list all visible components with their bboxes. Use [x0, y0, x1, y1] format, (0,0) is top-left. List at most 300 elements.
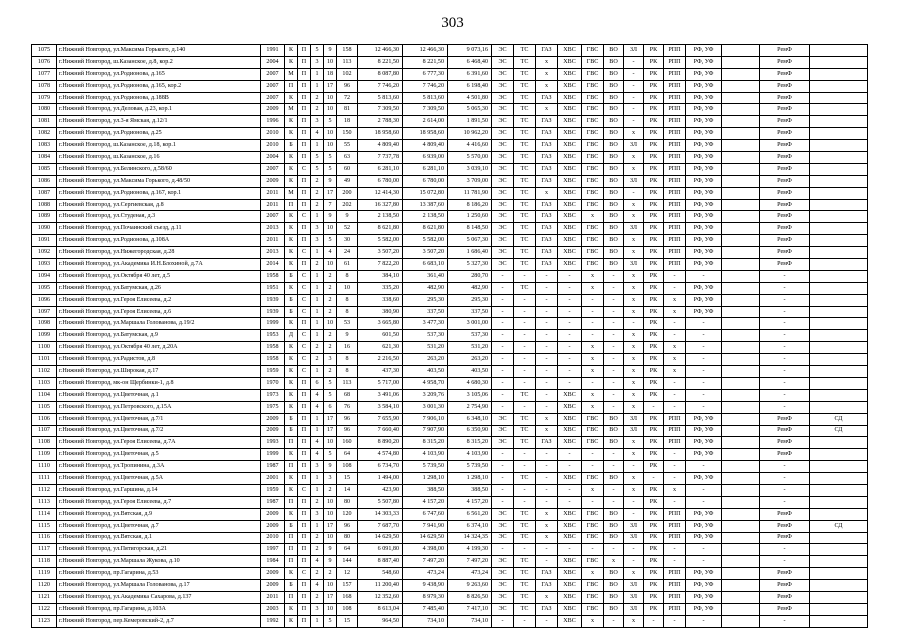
table-cell: ГВС: [582, 140, 604, 152]
table-cell: г.Нижний Новгород, ул.Героя Елисеева, д.6: [57, 306, 261, 318]
table-cell: г.Нижний Новгород, ул.Батумская, д.26: [57, 282, 261, 294]
table-cell: ТС: [514, 425, 536, 437]
table-cell: РК: [644, 163, 664, 175]
table-cell: [810, 247, 868, 259]
table-cell: г.Нижний Новгород, ул.Академика И.Н.Блохиной, д.7А: [57, 259, 261, 271]
table-cell: х: [624, 235, 644, 247]
table-cell: 2: [324, 366, 337, 378]
table-cell: -: [624, 508, 644, 520]
table-cell: 1081: [32, 116, 57, 128]
table-cell: РК: [644, 56, 664, 68]
table-cell: -: [536, 401, 558, 413]
table-cell: РемФ: [760, 259, 810, 271]
table-cell: -: [624, 556, 644, 568]
table-cell: х: [582, 211, 604, 223]
table-cell: ВО: [604, 128, 624, 140]
table-cell: 1: [311, 247, 324, 259]
table-cell: К: [285, 163, 298, 175]
table-cell: 5 813,60: [358, 92, 403, 104]
table-cell: 6 374,10: [448, 520, 492, 532]
table-cell: -: [514, 366, 536, 378]
table-cell: 10: [324, 104, 337, 116]
table-cell: ГАЗ: [536, 128, 558, 140]
table-cell: 4 103,90: [403, 449, 448, 461]
table-cell: 14 303,33: [358, 508, 403, 520]
table-cell: 2: [324, 568, 337, 580]
table-cell: РПП: [664, 187, 686, 199]
table-cell: [722, 199, 760, 211]
table-cell: К: [285, 342, 298, 354]
table-cell: 17: [324, 187, 337, 199]
table-cell: [810, 235, 868, 247]
table-cell: х: [582, 366, 604, 378]
table-cell: С: [298, 163, 311, 175]
table-cell: РФ, УФ: [686, 580, 722, 592]
table-cell: х: [536, 56, 558, 68]
table-cell: ВО: [604, 413, 624, 425]
table-cell: 2: [324, 294, 337, 306]
table-cell: 1116: [32, 532, 57, 544]
table-cell: х: [624, 389, 644, 401]
table-cell: ХВС: [558, 247, 582, 259]
table-cell: 1: [311, 473, 324, 485]
table-cell: ГВС: [582, 128, 604, 140]
table-cell: -: [492, 306, 514, 318]
table-cell: ЭС: [492, 508, 514, 520]
table-cell: РемФ: [760, 152, 810, 164]
table-cell: [722, 104, 760, 116]
table-cell: 2: [311, 104, 324, 116]
table-cell: ЭС: [492, 223, 514, 235]
table-cell: 6 683,10: [403, 259, 448, 271]
table-cell: 8: [337, 306, 358, 318]
table-cell: ХВС: [558, 591, 582, 603]
table-cell: РК: [644, 68, 664, 80]
table-cell: ВО: [604, 580, 624, 592]
table-cell: 2 216,50: [358, 354, 403, 366]
table-cell: 473,24: [403, 568, 448, 580]
table-row: [32, 235, 868, 247]
table-cell: -: [492, 496, 514, 508]
table-cell: х: [664, 484, 686, 496]
table-cell: 1087: [32, 187, 57, 199]
table-cell: х: [624, 473, 644, 485]
table-cell: 9: [337, 330, 358, 342]
table-cell: РК: [644, 92, 664, 104]
table-cell: ТС: [514, 163, 536, 175]
table-cell: [810, 223, 868, 235]
table-cell: 6 780,00: [403, 175, 448, 187]
table-cell: 3: [311, 235, 324, 247]
table-cell: -: [492, 401, 514, 413]
table-cell: 1075: [32, 45, 57, 57]
table-cell: 10: [324, 140, 337, 152]
table-cell: г.Нижний Новгород, мк-он Щербинки-1, д.8: [57, 377, 261, 389]
table-cell: [722, 366, 760, 378]
table-cell: -: [686, 366, 722, 378]
table-cell: 168: [337, 591, 358, 603]
table-cell: 1: [311, 330, 324, 342]
table-cell: -: [582, 377, 604, 389]
table-cell: ТС: [514, 45, 536, 57]
table-cell: -: [604, 366, 624, 378]
table-cell: [722, 496, 760, 508]
table-cell: Б: [285, 270, 298, 282]
table-cell: 2007: [261, 80, 285, 92]
table-cell: х: [624, 366, 644, 378]
table-cell: ВО: [604, 175, 624, 187]
table-cell: 1091: [32, 235, 57, 247]
table-cell: П: [285, 80, 298, 92]
table-cell: г.Нижний Новгород, ул.Вятская, д.1: [57, 532, 261, 544]
table-cell: х: [664, 342, 686, 354]
table-cell: 1076: [32, 56, 57, 68]
table-cell: РК: [644, 45, 664, 57]
table-cell: 49: [337, 175, 358, 187]
table-cell: 964,50: [358, 615, 403, 627]
table-cell: 4 809,40: [403, 140, 448, 152]
table-cell: 2: [311, 591, 324, 603]
table-cell: 2: [311, 568, 324, 580]
table-row: [32, 496, 868, 508]
table-cell: РПП: [664, 532, 686, 544]
table-cell: г.Нижний Новгород, ш.Казанское, д.16: [57, 152, 261, 164]
table-cell: РПП: [664, 425, 686, 437]
table-cell: -: [686, 484, 722, 496]
table-cell: ГАЗ: [536, 235, 558, 247]
table-cell: -: [664, 330, 686, 342]
table-cell: РФ, УФ: [686, 128, 722, 140]
table-cell: ГВС: [582, 187, 604, 199]
table-cell: -: [492, 354, 514, 366]
table-cell: 72: [337, 92, 358, 104]
table-cell: 9: [324, 175, 337, 187]
table-cell: 2011: [261, 199, 285, 211]
table-cell: 338,60: [358, 294, 403, 306]
table-cell: -: [664, 615, 686, 627]
table-cell: 2010: [261, 140, 285, 152]
table-cell: г.Нижний Новгород, ул.Максима Горького, д.48/50: [57, 175, 261, 187]
table-cell: РПП: [664, 140, 686, 152]
table-cell: ТС: [514, 591, 536, 603]
table-cell: [722, 342, 760, 354]
table-cell: -: [558, 449, 582, 461]
table-cell: 10: [324, 580, 337, 592]
table-cell: х: [624, 199, 644, 211]
table-cell: х: [624, 163, 644, 175]
table-cell: х: [604, 556, 624, 568]
table-cell: 61: [337, 259, 358, 271]
table-cell: х: [582, 354, 604, 366]
table-row: [32, 354, 868, 366]
table-cell: -: [664, 318, 686, 330]
table-cell: х: [582, 568, 604, 580]
table-cell: г.Нижний Новгород, ул.Батумская, д.9: [57, 330, 261, 342]
table-row: [32, 532, 868, 544]
table-cell: П: [285, 532, 298, 544]
table-cell: 18 958,60: [403, 128, 448, 140]
table-cell: -: [514, 401, 536, 413]
table-cell: -: [558, 366, 582, 378]
table-body: [32, 45, 868, 628]
table-cell: х: [624, 128, 644, 140]
table-cell: РФ, УФ: [686, 45, 722, 57]
table-cell: 2010: [261, 532, 285, 544]
table-cell: ЭС: [492, 413, 514, 425]
table-cell: -: [624, 318, 644, 330]
table-cell: -: [624, 116, 644, 128]
table-cell: [722, 544, 760, 556]
table-cell: РФ, УФ: [686, 294, 722, 306]
table-cell: 1951: [261, 282, 285, 294]
table-cell: 2009: [261, 508, 285, 520]
table-cell: 1105: [32, 401, 57, 413]
table-cell: ХВС: [558, 211, 582, 223]
table-cell: 4: [311, 401, 324, 413]
table-cell: -: [582, 330, 604, 342]
table-cell: 3 584,10: [358, 401, 403, 413]
table-cell: 18: [337, 116, 358, 128]
table-cell: [810, 496, 868, 508]
table-cell: 1086: [32, 175, 57, 187]
table-cell: ГВС: [582, 175, 604, 187]
table-cell: г.Нижний Новгород, ул.Студеная, д.3: [57, 211, 261, 223]
table-row: [32, 580, 868, 592]
table-cell: 380,90: [358, 306, 403, 318]
table-cell: ВО: [604, 116, 624, 128]
table-cell: х: [582, 342, 604, 354]
table-cell: ТС: [514, 437, 536, 449]
table-cell: х: [624, 247, 644, 259]
table-cell: ЗЛ: [624, 532, 644, 544]
table-cell: ВО: [604, 259, 624, 271]
table-cell: ЭС: [492, 68, 514, 80]
table-cell: П: [285, 199, 298, 211]
table-cell: -: [664, 473, 686, 485]
table-cell: -: [686, 354, 722, 366]
table-cell: 12: [337, 568, 358, 580]
table-cell: РемФ: [760, 449, 810, 461]
table-cell: -: [664, 389, 686, 401]
table-cell: 335,20: [358, 282, 403, 294]
table-cell: ГВС: [582, 437, 604, 449]
table-cell: [810, 544, 868, 556]
table-cell: 2011: [261, 591, 285, 603]
table-cell: П: [298, 56, 311, 68]
table-cell: -: [760, 306, 810, 318]
table-cell: г.Нижний Новгород, пр.Гагарина, д.103А: [57, 603, 261, 615]
table-cell: РК: [644, 235, 664, 247]
table-cell: 17: [324, 80, 337, 92]
table-cell: ЭС: [492, 128, 514, 140]
table-cell: х: [624, 401, 644, 413]
table-cell: х: [624, 354, 644, 366]
table-cell: РемФ: [760, 68, 810, 80]
table-cell: ЗЛ: [624, 45, 644, 57]
table-cell: ГАЗ: [536, 223, 558, 235]
table-cell: -: [664, 461, 686, 473]
table-cell: 1103: [32, 377, 57, 389]
table-cell: 7 655,90: [358, 413, 403, 425]
table-cell: х: [536, 80, 558, 92]
table-cell: -: [760, 282, 810, 294]
table-cell: ЭС: [492, 580, 514, 592]
table-cell: 531,20: [403, 342, 448, 354]
table-cell: ВО: [604, 568, 624, 580]
table-cell: ЭС: [492, 520, 514, 532]
table-cell: 10: [324, 437, 337, 449]
table-cell: РК: [644, 152, 664, 164]
table-cell: 4: [311, 389, 324, 401]
table-cell: ХВС: [558, 187, 582, 199]
table-cell: 108: [337, 603, 358, 615]
table-cell: [722, 116, 760, 128]
table-cell: 6 734,70: [358, 461, 403, 473]
table-cell: 10: [324, 223, 337, 235]
table-cell: ЗЛ: [624, 413, 644, 425]
table-cell: РК: [644, 461, 664, 473]
table-cell: 1084: [32, 152, 57, 164]
table-cell: 1 891,50: [448, 116, 492, 128]
table-cell: РемФ: [760, 140, 810, 152]
table-cell: ЭС: [492, 45, 514, 57]
table-cell: П: [298, 437, 311, 449]
table-cell: х: [582, 401, 604, 413]
table-cell: П: [298, 449, 311, 461]
table-cell: ТС: [514, 152, 536, 164]
table-cell: 8 148,50: [448, 223, 492, 235]
table-cell: ВО: [604, 140, 624, 152]
table-cell: СД: [810, 520, 868, 532]
table-cell: 1: [311, 68, 324, 80]
table-cell: ХВС: [558, 68, 582, 80]
table-cell: -: [664, 377, 686, 389]
table-cell: 3: [311, 56, 324, 68]
table-cell: ЭС: [492, 568, 514, 580]
table-cell: 8: [337, 354, 358, 366]
table-cell: ТС: [514, 282, 536, 294]
table-cell: 53: [337, 318, 358, 330]
table-cell: -: [492, 615, 514, 627]
table-cell: [810, 175, 868, 187]
table-cell: 7 309,50: [403, 104, 448, 116]
table-cell: ЭС: [492, 175, 514, 187]
table-cell: г.Нижний Новгород, ш.Казанское, д.18, кор.1: [57, 140, 261, 152]
table-cell: 1114: [32, 508, 57, 520]
table-cell: РемФ: [760, 116, 810, 128]
table-cell: 423,90: [358, 484, 403, 496]
table-cell: 17: [324, 520, 337, 532]
table-cell: 7 497,20: [403, 556, 448, 568]
table-cell: х: [536, 508, 558, 520]
table-cell: ХВС: [558, 163, 582, 175]
table-cell: -: [604, 306, 624, 318]
table-cell: [722, 306, 760, 318]
table-cell: РФ, УФ: [686, 568, 722, 580]
table-cell: 1953: [261, 330, 285, 342]
table-cell: Д: [285, 330, 298, 342]
table-cell: 337,50: [448, 306, 492, 318]
table-cell: П: [298, 615, 311, 627]
table-cell: х: [582, 270, 604, 282]
table-cell: 2013: [261, 223, 285, 235]
table-cell: -: [760, 496, 810, 508]
table-cell: РФ, УФ: [686, 56, 722, 68]
table-cell: РПП: [664, 235, 686, 247]
table-cell: 3: [311, 508, 324, 520]
table-cell: -: [760, 318, 810, 330]
table-cell: 4 398,00: [403, 544, 448, 556]
table-cell: 6 091,80: [358, 544, 403, 556]
table-cell: ЭС: [492, 92, 514, 104]
table-cell: х: [664, 366, 686, 378]
table-cell: ЗЛ: [624, 425, 644, 437]
table-cell: -: [558, 318, 582, 330]
table-cell: 1089: [32, 211, 57, 223]
table-row: [32, 294, 868, 306]
table-cell: -: [686, 389, 722, 401]
table-row: [32, 568, 868, 580]
table-cell: г.Нижний Новгород, ул.Героя Елисеева, д.2: [57, 294, 261, 306]
table-cell: [810, 580, 868, 592]
table-cell: СД: [810, 413, 868, 425]
table-cell: г.Нижний Новгород, пр.Гагарина, д.53: [57, 568, 261, 580]
table-cell: 1104: [32, 389, 57, 401]
table-cell: ХВС: [558, 615, 582, 627]
table-cell: 2009: [261, 413, 285, 425]
table-cell: 1077: [32, 68, 57, 80]
table-row: [32, 461, 868, 473]
table-cell: ГАЗ: [536, 116, 558, 128]
table-row: [32, 437, 868, 449]
table-cell: 1996: [261, 116, 285, 128]
table-cell: -: [514, 270, 536, 282]
table-cell: -: [536, 366, 558, 378]
table-cell: -: [686, 342, 722, 354]
table-cell: -: [536, 330, 558, 342]
table-cell: 1959: [261, 366, 285, 378]
table-cell: 3: [311, 603, 324, 615]
table-cell: -: [604, 389, 624, 401]
table-row: [32, 449, 868, 461]
table-cell: ВО: [604, 532, 624, 544]
table-cell: г.Нижний Новгород, ул.Цветочная, д.7: [57, 520, 261, 532]
table-cell: ХВС: [558, 140, 582, 152]
table-cell: г.Нижний Новгород, ул.3-я Ямская, д.12/1: [57, 116, 261, 128]
table-cell: 280,70: [448, 270, 492, 282]
table-cell: 6 561,20: [448, 508, 492, 520]
table-cell: ЭС: [492, 199, 514, 211]
table-cell: 3: [311, 223, 324, 235]
table-cell: [810, 556, 868, 568]
table-cell: ВО: [604, 223, 624, 235]
table-row: [32, 128, 868, 140]
table-cell: ЭС: [492, 140, 514, 152]
table-cell: П: [285, 556, 298, 568]
table-cell: 1 494,00: [358, 473, 403, 485]
table-cell: г.Нижний Новгород, ул.Белинского, д.58/60: [57, 163, 261, 175]
table-cell: РФ, УФ: [686, 104, 722, 116]
table-cell: РПП: [664, 80, 686, 92]
table-cell: 337,50: [403, 306, 448, 318]
table-cell: [722, 80, 760, 92]
table-cell: ГВС: [582, 163, 604, 175]
table-cell: 2: [324, 484, 337, 496]
table-cell: С: [298, 366, 311, 378]
table-cell: -: [492, 449, 514, 461]
table-cell: 12 466,30: [403, 45, 448, 57]
table-cell: 5 327,30: [448, 259, 492, 271]
